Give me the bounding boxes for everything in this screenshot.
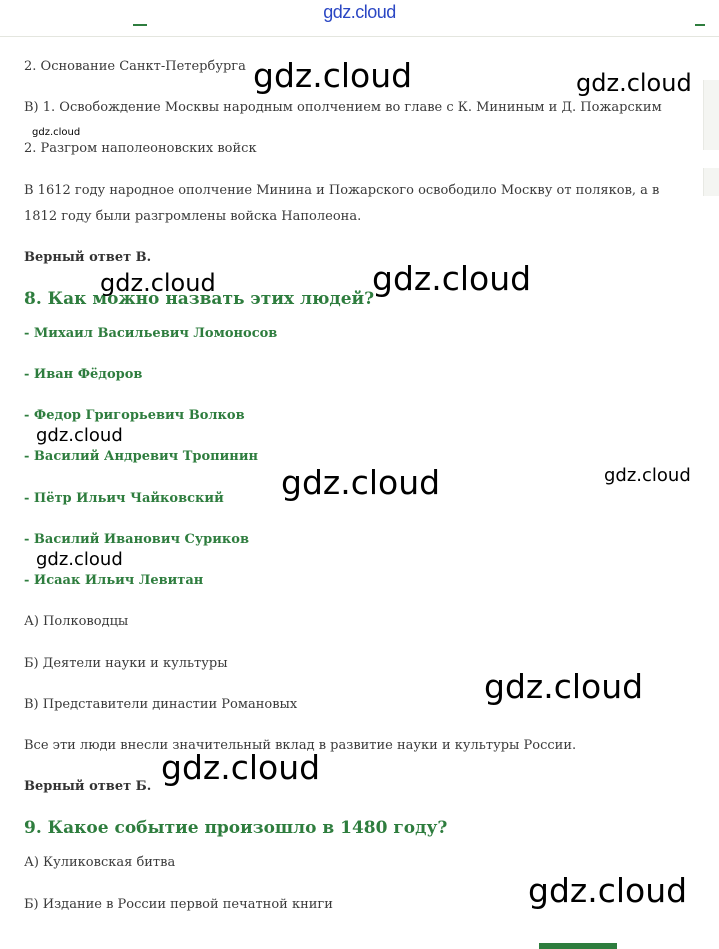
site-logo[interactable]: gdz.cloud — [323, 2, 396, 22]
explanation: Все эти люди внесли значительный вклад в развитие науки и культуры России. — [24, 738, 577, 753]
watermark: gdz.cloud — [484, 667, 644, 706]
option-c: В) Представители династии Романовых — [24, 697, 298, 712]
bottom-action-bar[interactable] — [539, 943, 617, 949]
watermark: gdz.cloud — [253, 56, 413, 95]
answer-line: Верный ответ В. — [24, 250, 152, 265]
side-tab[interactable] — [703, 80, 719, 150]
answer-line: Верный ответ Б. — [24, 779, 152, 794]
option-b: Б) Издание в России первой печатной книги — [24, 897, 333, 912]
option-a: А) Куликовская битва — [24, 855, 176, 870]
question-8-title: 8. Как можно назвать этих людей? — [24, 289, 375, 309]
text-line: 2. Разгром наполеоновских войск — [24, 141, 257, 156]
option-a: А) Полководцы — [24, 614, 129, 629]
side-tab[interactable] — [703, 168, 719, 196]
person-item: - Василий Андревич Тропинин — [24, 449, 258, 464]
text-line: В) 1. Освобождение Москвы народным ополчением во главе с К. Мининым и Д. Пожарским — [24, 100, 662, 115]
watermark: gdz.cloud — [604, 465, 691, 486]
text-line: 1812 году были разгромлены войска Наполеона. — [24, 209, 362, 224]
menu-indicator-right — [695, 24, 705, 26]
person-item: - Иван Фёдоров — [24, 367, 143, 382]
menu-indicator — [133, 24, 147, 26]
watermark: gdz.cloud — [528, 871, 688, 910]
text-line: В 1612 году народное ополчение Минина и Пожарского освободило Москву от поляков, а в — [24, 183, 660, 198]
person-item: - Исаак Ильич Левитан — [24, 573, 204, 588]
watermark: gdz.cloud — [161, 748, 321, 787]
person-item: - Василий Иванович Суриков — [24, 532, 249, 547]
option-b: Б) Деятели науки и культуры — [24, 656, 228, 671]
top-bar — [0, 0, 719, 37]
question-9-title: 9. Какое событие произошло в 1480 году? — [24, 818, 448, 838]
text-line: 2. Основание Санкт-Петербурга — [24, 59, 246, 74]
person-item: - Пётр Ильич Чайковский — [24, 491, 224, 506]
watermark: gdz.cloud — [281, 463, 441, 502]
person-item: - Федор Григорьевич Волков — [24, 408, 245, 423]
person-item: - Михаил Васильевич Ломоносов — [24, 326, 278, 341]
watermark: gdz.cloud — [36, 425, 123, 446]
watermark: gdz.cloud — [36, 549, 123, 570]
watermark: gdz.cloud — [372, 259, 532, 298]
watermark: gdz.cloud — [576, 69, 692, 97]
watermark: gdz.cloud — [100, 269, 216, 297]
watermark: gdz.cloud — [32, 127, 81, 138]
